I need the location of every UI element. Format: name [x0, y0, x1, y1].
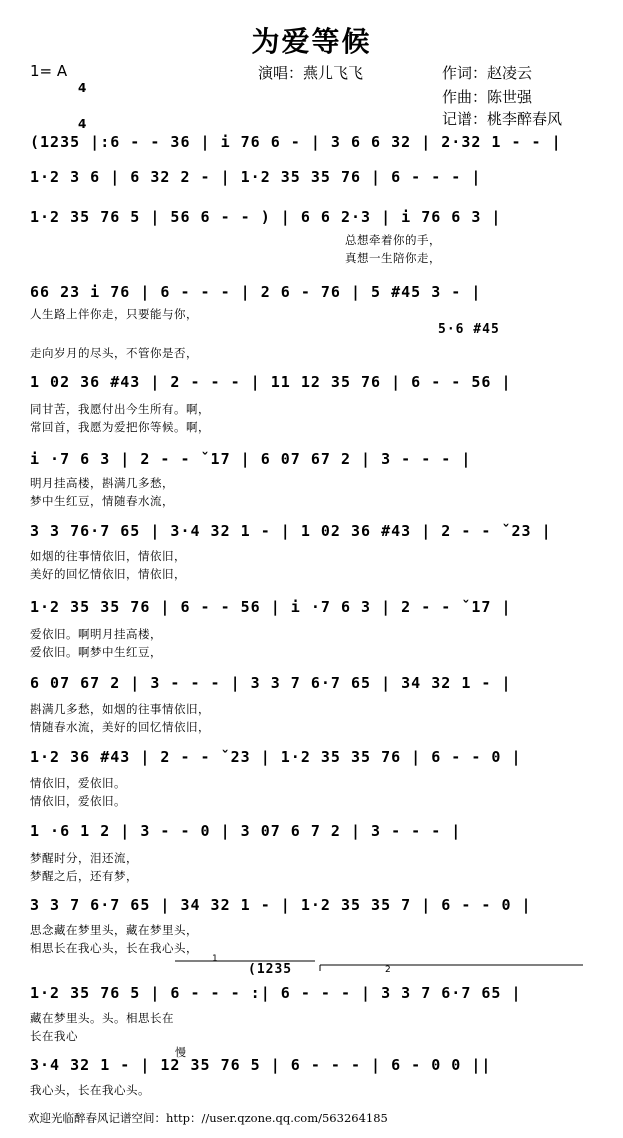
- score-line-12: 3 3 7 6·7 65 | 34 32 1 - | 1·2 35 35 7 | 6 - - 0 |: [30, 896, 532, 914]
- lyric-line-6a: 明月挂高楼，斟满几多愁，: [30, 476, 174, 490]
- score-line-9: 6 07 67 2 | 3 - - - | 3 3 7 6·7 65 | 34 32 1 - |: [30, 674, 512, 692]
- time-signature-bottom: 4: [78, 117, 87, 131]
- lyric-line-7a: 如烟的往事情依旧，情依旧，: [30, 549, 186, 563]
- lyric-line-8b: 爱依旧。啊梦中生红豆，: [30, 645, 162, 659]
- lyric-line-8a: 爱依旧。啊明月挂高楼，: [30, 627, 162, 641]
- footer-text: 欢迎光临醉春风记谱空间：http：//user.qzone.qq.com/563264185: [28, 1111, 388, 1125]
- composer-credit: 作曲：陈世强: [442, 88, 533, 106]
- score-line-1: (1235 |:6 - - 36 | i 76 6 - | 3 6 6 32 | 2·32 1 - - |: [30, 133, 562, 151]
- singer-credit: 演唱：燕儿飞飞: [258, 64, 364, 82]
- lyric-line-11a: 梦醒时分，泪还流，: [30, 851, 138, 865]
- lyric-line-9a: 斟满几多愁，如烟的往事情依旧，: [30, 702, 210, 716]
- lyricist-credit: 作词：赵凌云: [442, 64, 533, 82]
- score-line-6: i ·7 6 3 | 2 - - ˇ17 | 6 07 67 2 | 3 - - - |: [30, 450, 472, 468]
- lyric-line-3a: 总想牵着你的手，: [345, 233, 441, 247]
- lyric-line-3b: 真想一生陪你走，: [345, 251, 441, 265]
- alternate-notes: 5·6 #45: [438, 322, 500, 337]
- volta-2-label: 2: [385, 965, 391, 975]
- intro-reprise: (1235: [248, 962, 293, 977]
- score-line-5: 1 02 36 #43 | 2 - - - | 11 12 35 76 | 6 - - 56 |: [30, 373, 512, 391]
- lyric-line-13a: 藏在梦里头。头。相思长在: [30, 1011, 174, 1025]
- key-signature: 1= A: [30, 62, 68, 80]
- tempo-marking: 慢: [175, 1046, 186, 1059]
- volta-brackets: [175, 955, 585, 975]
- lyric-line-5a: 同甘苦，我愿付出今生所有。啊，: [30, 402, 210, 416]
- score-line-13: 1·2 35 76 5 | 6 - - - :| 6 - - - | 3 3 7 6·7 65 |: [30, 984, 522, 1002]
- lyric-line-5b: 常回首，我愿为爱把你等候。啊，: [30, 420, 210, 434]
- lyric-line-11b: 梦醒之后，还有梦，: [30, 869, 138, 883]
- score-line-7: 3 3 76·7 65 | 3·4 32 1 - | 1 02 36 #43 | 2 - - ˇ23 |: [30, 522, 552, 540]
- score-line-14: 3·4 32 1 - | 12 35 76 5 | 6 - - - | 6 - 0 0 ||: [30, 1056, 492, 1074]
- score-line-2: 1·2 3 6 | 6 32 2 - | 1·2 35 35 76 | 6 - - - |: [30, 168, 482, 186]
- lyric-line-7b: 美好的回忆情依旧，情依旧，: [30, 567, 186, 581]
- score-line-8: 1·2 35 35 76 | 6 - - 56 | i ·7 6 3 | 2 - - ˇ17 |: [30, 598, 512, 616]
- transcriber-credit: 记谱：桃李醉春风: [442, 110, 563, 128]
- song-title: 为爱等候: [251, 25, 372, 58]
- lyric-line-12a: 思念藏在梦里头，藏在梦里头，: [30, 923, 198, 937]
- score-line-4: 66 23 i 76 | 6 - - - | 2 6 - 76 | 5 #45 3 - |: [30, 283, 482, 301]
- score-line-10: 1·2 36 #43 | 2 - - ˇ23 | 1·2 35 35 76 | 6 - - 0 |: [30, 748, 522, 766]
- lyric-line-4a: 人生路上伴你走，只要能与你，: [30, 307, 198, 321]
- lyric-line-14a: 我心头，长在我心头。: [30, 1083, 150, 1097]
- time-signature-top: 4: [78, 81, 87, 95]
- score-line-11: 1 ·6 1 2 | 3 - - 0 | 3 07 6 7 2 | 3 - - - |: [30, 822, 462, 840]
- time-signature: [78, 58, 86, 142]
- lyric-line-4b: 走向岁月的尽头，不管你是否，: [30, 346, 198, 360]
- lyric-line-10a: 情依旧，爱依旧。: [30, 776, 126, 790]
- score-line-3: 1·2 35 76 5 | 56 6 - - ) | 6 6 2·3 | i 76 6 3 |: [30, 208, 502, 226]
- lyric-line-9b: 情随春水流，美好的回忆情依旧，: [30, 720, 210, 734]
- lyric-line-13b: 长在我心: [30, 1029, 78, 1043]
- lyric-line-6b: 梦中生红豆，情随春水流，: [30, 494, 174, 508]
- volta-1-label: 1: [212, 954, 218, 964]
- lyric-line-12b: 相思长在我心头，长在我心头，: [30, 941, 198, 955]
- lyric-line-10b: 情依旧，爱依旧。: [30, 794, 126, 808]
